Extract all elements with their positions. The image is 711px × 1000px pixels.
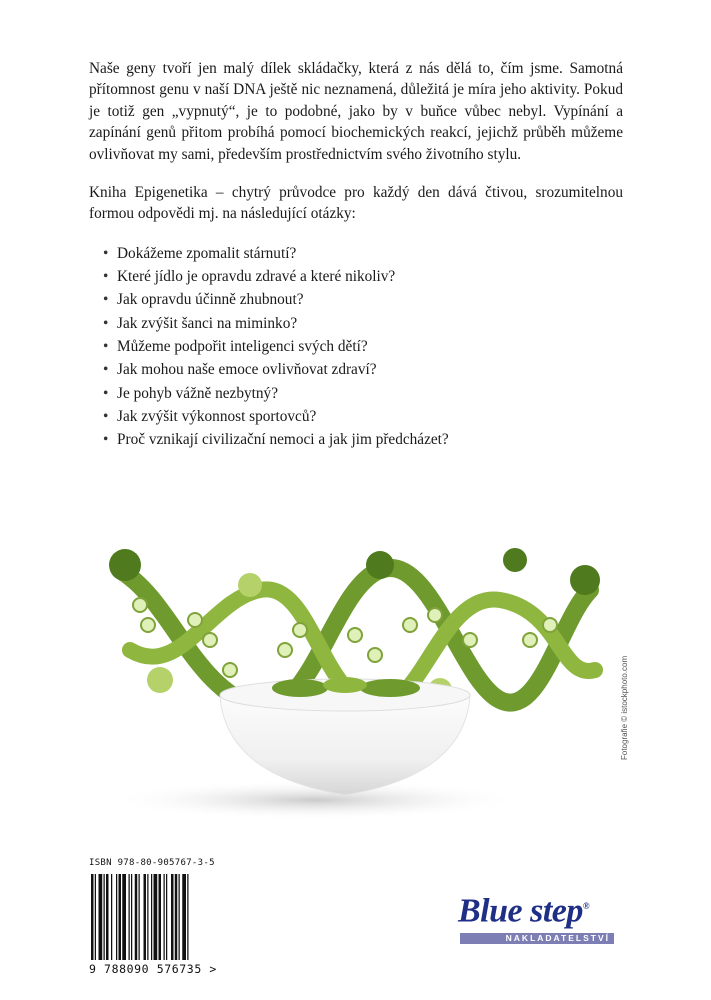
paragraph-book: Kniha Epigenetika – chytrý průvodce pro každý den dává čtivou, srozumitelnou formou odpovědi mj. na následující otázky:	[89, 184, 623, 223]
list-item: • Dokážeme zpomalit stárnutí?	[103, 242, 623, 265]
list-item: • Můžeme podpořit inteligenci svých dětí?	[103, 335, 623, 358]
isbn-label: ISBN 978-80-905767-3-5	[89, 858, 215, 868]
dna-vegetables-bowl-icon	[100, 530, 610, 830]
publisher-name-text: Blue step	[458, 892, 583, 930]
list-item: • Jak opravdu účinně zhubnout?	[103, 288, 623, 311]
registered-mark: ®	[582, 901, 590, 911]
publisher-subtitle: NAKLADATELSTVÍ	[460, 933, 614, 944]
list-item: • Jak zvýšit šanci na miminko?	[103, 312, 623, 335]
barcode-icon	[89, 874, 229, 960]
description-text	[89, 58, 623, 452]
list-item: • Proč vznikají civilizační nemoci a jak jim předcházet?	[103, 428, 623, 451]
publisher-name	[458, 888, 628, 929]
photo-credit: Fotografie © istockphoto.com	[620, 655, 629, 760]
question-list	[89, 242, 623, 452]
list-item: • Je pohyb vážně nezbytný?	[103, 382, 623, 405]
list-item: • Jak mohou naše emoce ovlivňovat zdraví?	[103, 358, 623, 381]
list-item: • Které jídlo je opravdu zdravé a které nikoliv?	[103, 265, 623, 288]
publisher-logo	[458, 888, 628, 950]
list-item: • Jak zvýšit výkonnost sportovců?	[103, 405, 623, 428]
paragraph-intro: Naše geny tvoří jen malý dílek skládačky, která z nás dělá to, čím jsme. Samotná přítomnost genu v naší DNA ještě nic neznamená, důležitá je míra jeho aktivity. Pokud je totiž gen „vypnutý“, je to podobné, jako by v buňce vůbec nebyl. Vypínání a zapínání genů přitom probíhá pomocí biochemických reakcí, jejichž průběh můžeme ovlivňovat my sami, především prostřednictvím svého životního stylu.	[89, 60, 623, 163]
isbn-barcode	[89, 858, 229, 978]
barcode-digits: 9 788090 576735 >	[89, 962, 217, 976]
